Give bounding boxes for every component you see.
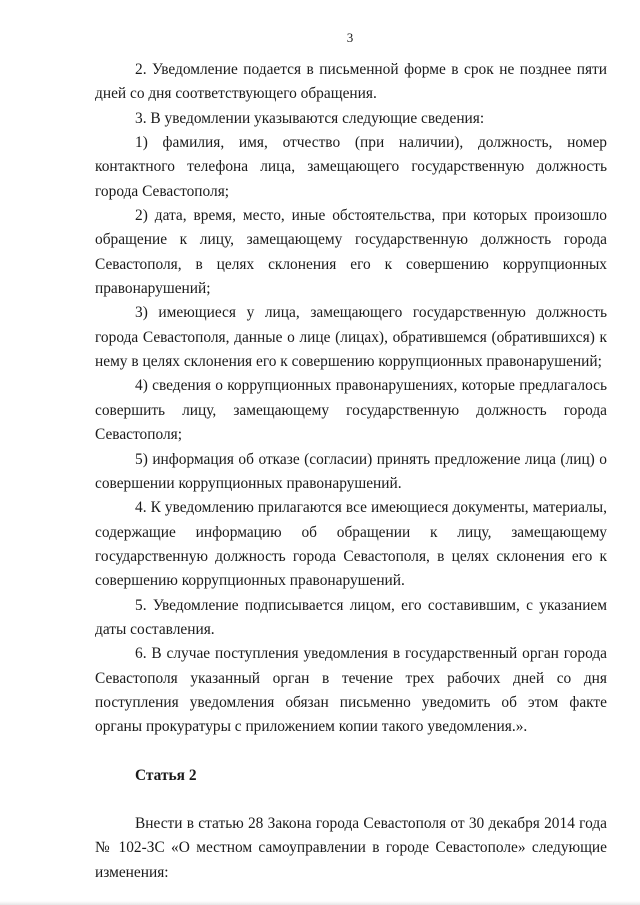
paragraph-item-1: 1) фамилия, имя, отчество (при наличии), должность, номер контактного телефона лица, замещающего государственную должность города Севастополя; [95, 134, 607, 200]
paragraph-item-4: 4) сведения о коррупционных правонарушениях, которые предлагалось совершить лицу, замещающему государственную должность города Севастополя; [95, 377, 607, 444]
paragraph-item-3: 3) имеющиеся у лица, замещающего государственную должность города Севастополя, данные о лице (лицах), обратившемся (обратившихся) к нему в целях склонения его к совершению коррупционных правонарушений; [95, 304, 607, 371]
page-bottom-edge [0, 901, 640, 905]
paragraph-item-5: 5) информация об отказе (согласии) принять предложение лица (лиц) о совершении коррупционных правонарушений. [95, 450, 607, 492]
paragraph-notice-form: 2. Уведомление подается в письменной форме в срок не позднее пяти дней со дня соответствующего обращения. [95, 61, 607, 103]
page-number: 3 [346, 30, 354, 45]
document-body [95, 58, 607, 885]
paragraph-signature: 5. Уведомление подписывается лицом, его составившим, с указанием даты составления. [95, 596, 607, 638]
paragraph-attachments: 4. К уведомлению прилагаются все имеющиеся документы, материалы, содержащие информацию об обращении к лицу, замещающему государственную должность города Севастополя, в целях склонения его к совершению коррупционных правонарушений. [95, 499, 607, 590]
article-heading: Статья 2 [135, 766, 197, 784]
paragraph-article-2: Внести в статью 28 Закона города Севастополя от 30 декабря 2014 года № 102-ЗС «О местном самоуправлении в городе Севастополе» следующие изменения: [95, 814, 607, 881]
paragraph-notice-contents: 3. В уведомлении указываются следующие сведения: [135, 109, 485, 127]
paragraph-prosecutor-notice: 6. В случае поступления уведомления в государственный орган города Севастополя указанный орган в течение трех рабочих дней со дня поступления уведомления обязан письменно уведомить об этом факте органы прокуратуры с приложением копии такого уведомления.». [95, 645, 607, 736]
paragraph-item-2: 2) дата, время, место, иные обстоятельства, при которых произошло обращение к лицу, замещающему государственную должность города Севастополя, в целях склонения его к совершению коррупционных правонарушений; [95, 207, 607, 298]
